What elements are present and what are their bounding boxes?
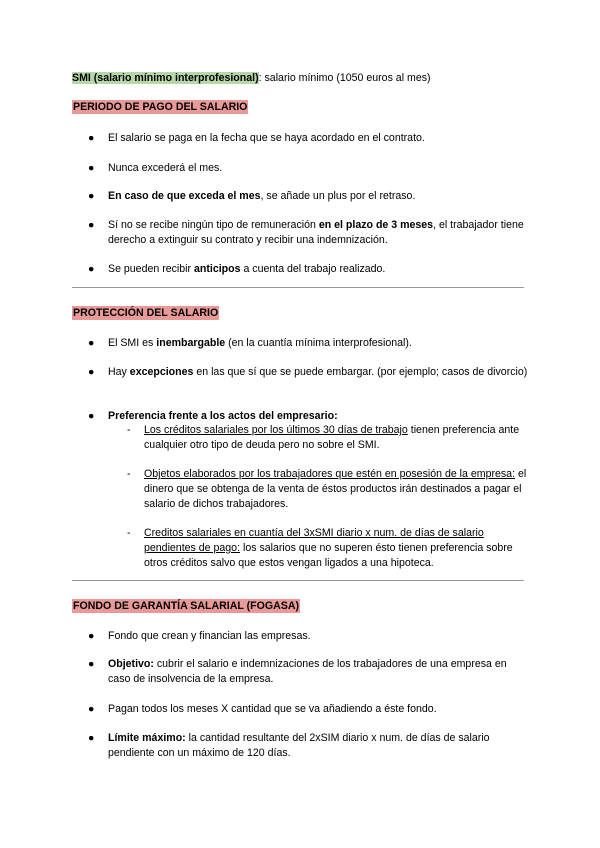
list-item-text bbox=[108, 336, 528, 351]
section-divider bbox=[72, 580, 524, 581]
text: , se añade un plus por el retraso. bbox=[260, 190, 416, 202]
text: (en la cuantía mínima interprofesional). bbox=[225, 337, 412, 349]
list-item-text bbox=[108, 189, 528, 204]
list-item-text: Nunca excederá el mes. bbox=[108, 162, 223, 174]
text: en las que sí que se puede embargar. (por ejemplo; casos de divorcio) bbox=[193, 366, 528, 378]
sub-list-item-text bbox=[144, 526, 529, 571]
text: tienen preferencia ante cualquier otro tipo de deuda pero no sobre el SMI. bbox=[144, 424, 520, 451]
heading-proteccion-salario: PROTECCIÓN DEL SALARIO bbox=[73, 307, 219, 319]
bullet-icon: ● bbox=[88, 732, 95, 744]
bold-text: En caso de que exceda el mes bbox=[108, 190, 261, 202]
list-item-text bbox=[108, 657, 528, 687]
text: los salarios que no superen ésto tienen preferencia sobre otros créditos salvo que estos vengan ligados a una hipoteca. bbox=[144, 542, 513, 569]
bullet-icon: ● bbox=[88, 366, 95, 378]
section-divider bbox=[72, 287, 524, 288]
smi-colon: : bbox=[258, 72, 262, 84]
bullet-icon: ● bbox=[88, 219, 95, 231]
bold-text: Preferencia frente a los actos del empresario: bbox=[108, 410, 338, 422]
bullet-icon: ● bbox=[88, 703, 95, 715]
bullet-icon: ● bbox=[88, 132, 95, 144]
underlined-text: Creditos salariales en cuantía del 3xSMI diario x num. de días de salario pendientes de pago: bbox=[144, 527, 484, 554]
text: la cantidad resultante del 2xSIM diario x num. de días de salario pendiente con un máximo de 120 días. bbox=[108, 732, 490, 759]
list-item-text bbox=[108, 262, 528, 277]
list-item-text: El salario se paga en la fecha que se haya acordado en el contrato. bbox=[108, 132, 425, 144]
text: Se pueden recibir bbox=[108, 263, 194, 275]
heading-fogasa: FONDO DE GARANTÍA SALARIAL (FOGASA) bbox=[73, 600, 299, 612]
text: Hay bbox=[108, 366, 130, 378]
text: Sí no se recibe ningún tipo de remuneración bbox=[108, 219, 319, 231]
bullet-icon: ● bbox=[88, 630, 95, 642]
text: El SMI es bbox=[108, 337, 157, 349]
list-item-text: Fondo que crean y financian las empresas. bbox=[108, 630, 311, 642]
bold-text: Límite máximo: bbox=[108, 732, 186, 744]
dash-icon: - bbox=[127, 424, 131, 436]
bullet-icon: ● bbox=[88, 190, 95, 202]
text: a cuenta del trabajo realizado. bbox=[240, 263, 386, 275]
bold-text: Objetivo: bbox=[108, 658, 154, 670]
bullet-icon: ● bbox=[88, 263, 95, 275]
heading-periodo-pago: PERIODO DE PAGO DEL SALARIO bbox=[73, 101, 248, 113]
bullet-icon: ● bbox=[88, 658, 95, 670]
text: , el trabajador tiene derecho a extinguir su contrato y recibir una indemnización. bbox=[108, 219, 524, 246]
list-item-text bbox=[108, 365, 528, 380]
text: el dinero que se obtenga de la venta de éstos productos irán destinados a pagar el salario de dichos trabajadores. bbox=[144, 468, 527, 510]
bullet-icon: ● bbox=[88, 410, 95, 422]
list-item-text bbox=[108, 409, 528, 424]
bold-text: inembargable bbox=[156, 337, 226, 349]
list-item-text bbox=[108, 731, 528, 761]
dash-icon: - bbox=[127, 527, 131, 539]
sub-list-item-text bbox=[144, 423, 529, 453]
underlined-text: Objetos elaborados por los trabajadores que estén en posesión de la empresa: bbox=[144, 468, 516, 480]
bold-text: excepciones bbox=[129, 366, 194, 378]
bullet-icon: ● bbox=[88, 162, 95, 174]
list-item-text bbox=[108, 218, 528, 248]
underlined-text: Los créditos salariales por los últimos 30 días de trabajo bbox=[144, 424, 408, 436]
text: cubrir el salario e indemnizaciones de los trabajadores de una empresa en caso de insolvencia de la empresa. bbox=[108, 658, 507, 685]
sub-list-item-text bbox=[144, 467, 529, 512]
smi-definition bbox=[72, 72, 431, 84]
smi-label: SMI (salario mínimo interprofesional) bbox=[72, 72, 259, 84]
bold-text: en el plazo de 3 meses bbox=[318, 219, 434, 231]
bold-text: anticipos bbox=[193, 263, 241, 275]
list-item-text: Pagan todos los meses X cantidad que se va añadiendo a éste fondo. bbox=[108, 703, 437, 715]
smi-text: salario mínimo (1050 euros al mes) bbox=[261, 72, 431, 84]
bullet-icon: ● bbox=[88, 337, 95, 349]
dash-icon: - bbox=[127, 468, 131, 480]
